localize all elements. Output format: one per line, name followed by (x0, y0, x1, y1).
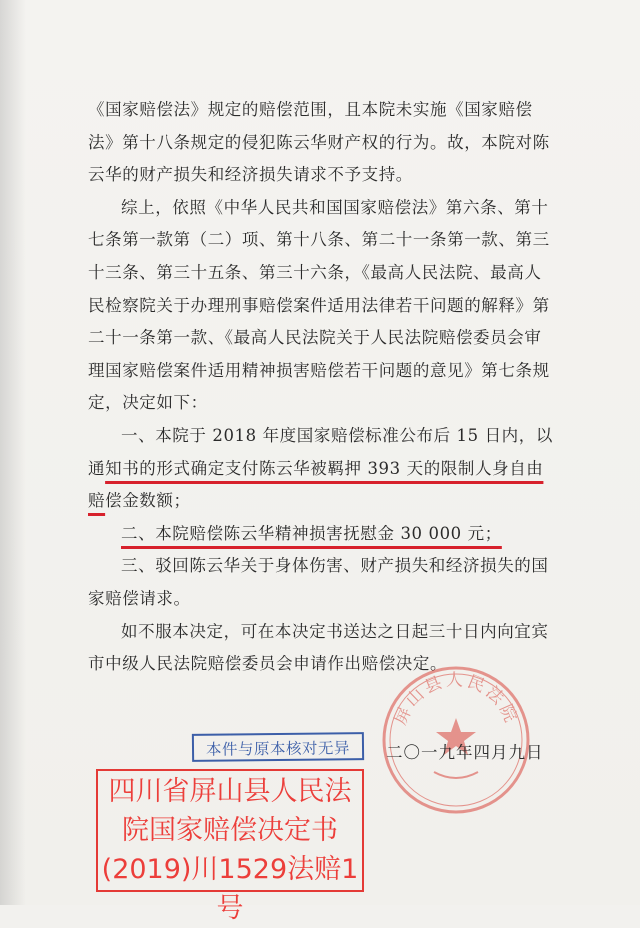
decision-2-highlight: 二、本院赔偿陈云华精神损害抚慰金 30 000 元； (121, 523, 502, 543)
decision-1-highlight: 知书的形式确定支付陈云华被羁押 393 天的限制人身自由赔 (88, 458, 544, 511)
document-body (88, 94, 558, 681)
document-caption: 四川省屏山县人民法院国家赔偿决定书(2019)川1529法赔1号 (96, 769, 364, 892)
decision-1-text-start: 一、本院于 2018 年度国家赔偿标准公布后 15 日内，以通 (88, 425, 553, 478)
verification-stamp: 本件与原本核对无异 (192, 732, 364, 762)
decision-item-3: 三、驳回陈云华关于身体伤害、财产损失和经济损失的国家赔偿请求。 (88, 556, 549, 608)
document-date: 二〇一九年四月九日 (386, 743, 544, 762)
paragraph-legal-basis: 综上，依照《中华人民共和国国家赔偿法》第六条、第十七条第一款第（二）项、第十八条、第二十一条第一款、第三十三条、第三十五条、第三十六条，《最高人民法院、最高人民检察院关于办理刑事赔偿案件适用法律若干问题的解释》第二十一条第一款、《最高人民法院关于人民法院赔偿委员会审理国家赔偿案件适用精神损害赔偿若干问题的意见》第七条规定，决定如下： (88, 197, 550, 413)
decision-1-text-end: 偿金数额； (105, 491, 191, 511)
scan-edge-shadow (0, 0, 26, 905)
decision-item-1 (88, 420, 558, 518)
decision-item-2 (88, 518, 558, 551)
appeal-notice: 如不服本决定，可在本决定书送达之日起三十日内向宜宾市中级人民法院赔偿委员会申请作出赔偿决定。 (88, 621, 549, 674)
seal-text: 屏山县人民法院 (390, 670, 522, 728)
paragraph-property-claim: 《国家赔偿法》规定的赔偿范围，且本院未实施《国家赔偿法》第十八条规定的侵犯陈云华财产权的行为。故，本院对陈云华的财产损失和经济损失请求不予支持。 (88, 100, 550, 185)
